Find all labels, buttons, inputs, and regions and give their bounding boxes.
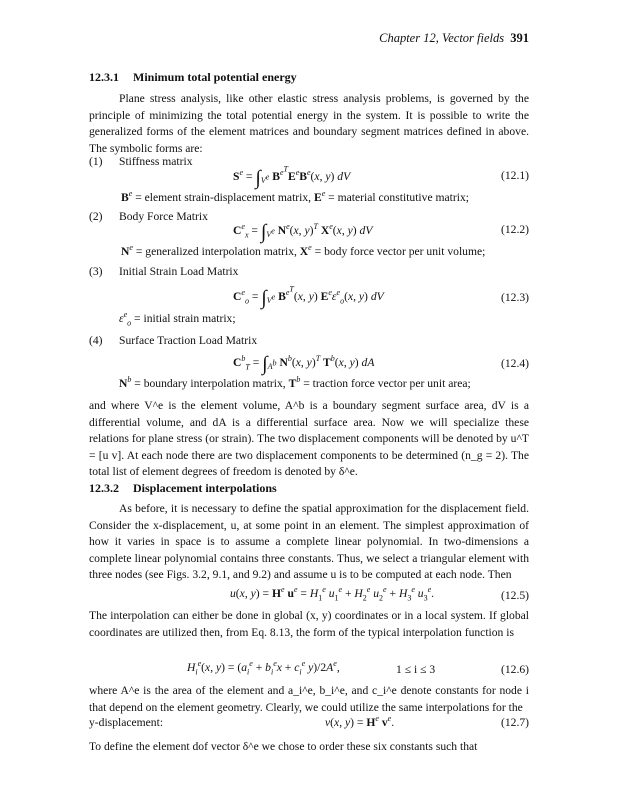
item-number: (3) — [89, 265, 103, 278]
item-number: (2) — [89, 210, 103, 223]
section-title: Minimum total potential energy — [133, 70, 297, 84]
equation-12-1: $S^e = \int_{V^e}$ $B^{e^T}E^eB^e(x$, y) dV — [233, 164, 351, 189]
section-number: 12.3.1 — [89, 70, 119, 84]
y-displacement-label: y-displacement: — [89, 716, 164, 729]
equation-number: (12.6) — [500, 663, 529, 676]
item-label: Body Force Matrix — [119, 210, 208, 223]
intro-paragraph: Plane stress analysis, like other elastic stress analysis problems, is governed by the principle of minimizing the total potential energy in the system. It is possible to write the generalized forms of the element matrices and boundary segment matrices defined in above. The symbolic forms are: — [89, 92, 529, 155]
item-label: Initial Strain Load Matrix — [119, 265, 239, 278]
dof-paragraph: To define the element dof vector δ^e we chose to order these six constants such that — [89, 740, 478, 753]
global-coordinates-paragraph: The interpolation can either be done in global (x, y) coordinates or in a local system. If global coordinates are utilized then, from Eq. 8.13, the form of the typical interpolation function is — [89, 609, 529, 639]
equation-number: (12.3) — [500, 291, 529, 304]
equation-12-6: $H_i^e(x$, $y) = (a_i^e + b_i^ex + c_i^e$ $y)/2A^e$, — [187, 659, 340, 677]
equation-number: (12.2) — [500, 223, 529, 236]
running-header — [379, 31, 529, 46]
item-number: (4) — [89, 334, 103, 347]
equation-number: (12.5) — [500, 589, 529, 602]
page-number: 391 — [510, 31, 529, 45]
item-label: Surface Traction Load Matrix — [119, 334, 258, 347]
constants-paragraph: where A^e is the area of the element and a_i^e, b_i^e, and c_i^e denote constants for node i that depend on the element geometry. Clearly, we could utilize the same interpolations for the — [89, 684, 529, 714]
item-number: (1) — [89, 155, 103, 168]
equation-number: (12.1) — [500, 169, 529, 182]
section-heading-12-3-2 — [89, 481, 277, 496]
chapter-title: Chapter 12, Vector fields — [379, 31, 505, 45]
definition-line: $B^e$ = element strain-displacement matrix, $E^e$ = material constitutive matrix; — [121, 189, 469, 204]
section-heading-12-3-1 — [89, 70, 297, 85]
section-number: 12.3.2 — [89, 481, 119, 495]
definition-line: $N^e$ = generalized interpolation matrix, $X^e$ = body force vector per unit volume; — [121, 243, 486, 258]
equation-number: (12.7) — [500, 716, 529, 729]
equation-12-4: $C^b_T = \int_{A^b}$ $N^b(x$, y)$^T$ $T^b(x$, y) dA — [233, 353, 375, 375]
definition-line: $\varepsilon^e_o$ = initial strain matrix; — [119, 310, 236, 328]
section-title: Displacement interpolations — [133, 481, 277, 495]
interpolation-paragraph: As before, it is necessary to define the spatial approximation for the displacement field. Consider the x-displacement, u, at some point in an element. The simplest approximation of how it varies in space is to assume a complete linear polynomial. In two-dimensions a complete linear polynomial contains three constants. Thus, we select a triangular element with three nodes (see Figs. 3.2, 9.1, and 9.2) and assume u is to be computed at each node. Then — [89, 502, 529, 582]
equation-12-2: $C^e_x = \int_{V^e}$ $N^e(x$, y)$^T$ Xe(x, y) dV — [233, 221, 373, 243]
equation-12-7: v(x, $y) = H^e$ $v^e$. — [325, 714, 395, 729]
equation-12-3: $C^e_o = \int_{V^e}$ $B^{e^T}(x$, y) $E^e\varepsilon^e_o(x$, y) dV — [233, 284, 384, 309]
equation-range: 1 ≤ i ≤ 3 — [396, 663, 436, 676]
equation-12-5: u(x, $y) = H^e$ $u^e = H_1^e$ $u_1^e + H_2^e$ $u_2^e + H_3^e$ $u_3^e$. — [230, 585, 435, 603]
item-label: Stiffness matrix — [119, 155, 193, 168]
definitions-paragraph: and where V^e is the element volume, A^b is a boundary segment surface area, dV is a differential volume, and dA is a differential surface area. Now we will specialize these relations for plane stress (or strain). The two displacement components will be denoted by u^T = [u v]. At each node there are two displacement components to be determined (n_g = 2). The total list of element degrees of freedom is denoted by δ^e. — [89, 399, 529, 479]
equation-number: (12.4) — [500, 357, 529, 370]
definition-line: $N^b$ = boundary interpolation matrix, $T^b$ = traction force vector per unit area; — [119, 375, 471, 390]
